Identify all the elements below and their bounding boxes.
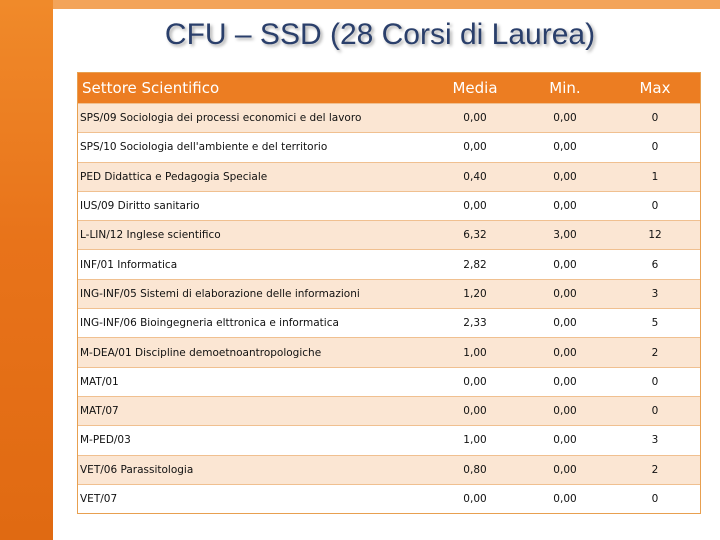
- cell-settore: MAT/01: [78, 367, 430, 396]
- cell-max: 12: [610, 221, 700, 250]
- table-row: [78, 133, 700, 162]
- cell-settore: ING-INF/06 Bioingegneria elttronica e informatica: [78, 309, 430, 338]
- cfu-table: [78, 73, 700, 513]
- cell-max: 0: [610, 367, 700, 396]
- cell-settore: PED Didattica e Pedagogia Speciale: [78, 162, 430, 191]
- cell-max: 2: [610, 338, 700, 367]
- cell-max: 3: [610, 279, 700, 308]
- page-title: CFU – SSD (28 Corsi di Laurea): [164, 18, 596, 51]
- cell-media: 1,20: [430, 279, 520, 308]
- cell-min: 0,00: [520, 455, 610, 484]
- table-row: [78, 162, 700, 191]
- cfu-table-container: [77, 72, 701, 514]
- cell-max: 5: [610, 309, 700, 338]
- top-accent-bar: [53, 0, 720, 9]
- cell-min: 0,00: [520, 250, 610, 279]
- cell-settore: M-PED/03: [78, 426, 430, 455]
- cell-media: 6,32: [430, 221, 520, 250]
- cell-max: 0: [610, 484, 700, 513]
- cell-min: 0,00: [520, 484, 610, 513]
- cell-media: 0,00: [430, 367, 520, 396]
- cell-settore: SPS/09 Sociologia dei processi economici e del lavoro: [78, 104, 430, 133]
- header-min: Min.: [520, 73, 610, 104]
- cell-max: 3: [610, 426, 700, 455]
- cell-media: 0,00: [430, 396, 520, 425]
- table-row: [78, 279, 700, 308]
- cell-max: 0: [610, 104, 700, 133]
- table-row: [78, 367, 700, 396]
- table-row: [78, 221, 700, 250]
- table-header-row: [78, 73, 700, 104]
- table-row: [78, 338, 700, 367]
- cell-settore: M-DEA/01 Discipline demoetnoantropologiche: [78, 338, 430, 367]
- cell-min: 0,00: [520, 279, 610, 308]
- cell-settore: INF/01 Informatica: [78, 250, 430, 279]
- table-row: [78, 484, 700, 513]
- orange-sidebar: [0, 0, 53, 540]
- header-media: Media: [430, 73, 520, 104]
- cell-settore: L-LIN/12 Inglese scientifico: [78, 221, 430, 250]
- cell-min: 0,00: [520, 191, 610, 220]
- cell-min: 3,00: [520, 221, 610, 250]
- table-row: [78, 455, 700, 484]
- cell-max: 2: [610, 455, 700, 484]
- cell-media: 0,00: [430, 133, 520, 162]
- header-settore: Settore Scientifico: [78, 73, 430, 104]
- cell-max: 1: [610, 162, 700, 191]
- cell-media: 0,40: [430, 162, 520, 191]
- table-row: [78, 104, 700, 133]
- cell-min: 0,00: [520, 162, 610, 191]
- cell-media: 1,00: [430, 426, 520, 455]
- cell-settore: SPS/10 Sociologia dell'ambiente e del territorio: [78, 133, 430, 162]
- cell-min: 0,00: [520, 133, 610, 162]
- cell-settore: MAT/07: [78, 396, 430, 425]
- cell-settore: IUS/09 Diritto sanitario: [78, 191, 430, 220]
- cell-max: 0: [610, 133, 700, 162]
- cell-settore: VET/06 Parassitologia: [78, 455, 430, 484]
- cell-min: 0,00: [520, 426, 610, 455]
- cell-media: 0,00: [430, 484, 520, 513]
- cell-max: 0: [610, 396, 700, 425]
- header-max: Max: [610, 73, 700, 104]
- cell-min: 0,00: [520, 367, 610, 396]
- cell-max: 0: [610, 191, 700, 220]
- cell-min: 0,00: [520, 309, 610, 338]
- table-body: [78, 104, 700, 514]
- cell-media: 0,00: [430, 104, 520, 133]
- cell-media: 2,82: [430, 250, 520, 279]
- cell-media: 0,00: [430, 191, 520, 220]
- table-row: [78, 191, 700, 220]
- table-row: [78, 250, 700, 279]
- table-row: [78, 309, 700, 338]
- cell-media: 1,00: [430, 338, 520, 367]
- cell-min: 0,00: [520, 104, 610, 133]
- cell-max: 6: [610, 250, 700, 279]
- cell-min: 0,00: [520, 396, 610, 425]
- table-row: [78, 426, 700, 455]
- cell-min: 0,00: [520, 338, 610, 367]
- cell-media: 0,80: [430, 455, 520, 484]
- table-row: [78, 396, 700, 425]
- cell-media: 2,33: [430, 309, 520, 338]
- cell-settore: VET/07: [78, 484, 430, 513]
- cell-settore: ING-INF/05 Sistemi di elaborazione delle informazioni: [78, 279, 430, 308]
